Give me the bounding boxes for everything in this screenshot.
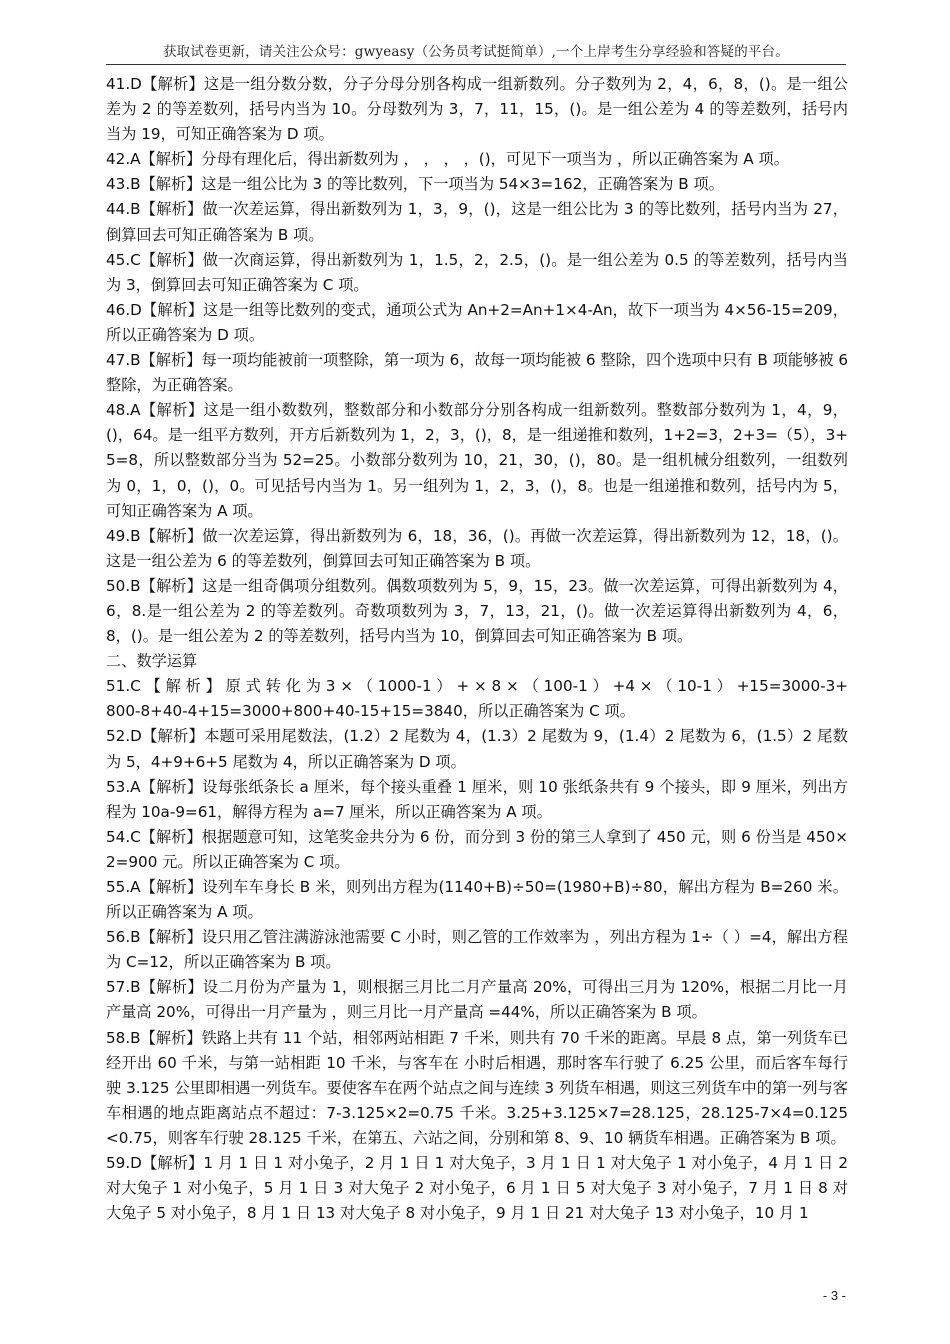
explanation-51: 51.C 【 解 析 】 原 式 转 化 为 3 × （ 1000-1 ） + × 8 × （ 100-1 ） +4 × （ 10-1 ） +15=3000-3+800-8+40-4+15=3000+800+40-15+15=3840，所以正确答案为 C 项。 (106, 677, 848, 721)
explanation-54: 54.C【解析】根据题意可知，这笔奖金共分为 6 份，而分到 3 份的第三人拿到了 450 元，则 6 份当是 450×2=900 元。所以正确答案为 C 项。 (106, 827, 848, 871)
explanation-57: 57.B【解析】设二月份为产量为 1，则根据三月比二月产量高 20%，可得出三月为 120%，根据二月比一月产量高 20%，可得出一月产量为 ，则三月比一月产量高 =44%，所以正确答案为 B 项。 (106, 978, 848, 1022)
header-divider (106, 64, 846, 65)
explanation-46: 46.D【解析】这是一组等比数列的变式，通项公式为 An+2=An+1×4-An，故下一项当为 4×56-15=209，所以正确答案为 D 项。 (106, 300, 848, 344)
page-header: 获取试卷更新，请关注公众号：gwyeasy（公务员考试挺简单）,一个上岸考生分享经验和答疑的平台。 (162, 44, 789, 60)
explanation-48: 48.A【解析】这是一组小数数列，整数部分和小数部分分别各构成一组新数列。整数部分数列为 1，4，9，()，64。是一组平方数列，开方后新数列为 1，2，3，()，8，是一组递推和数列，1+2=3，2+3=（5），3+5=8，所以整数部分当为 52=25。小数部分数列为 10，21，30，()，80。是一组机械分组数列，一组数列为 0，1，0，()，0。可见括号内当为 1。另一组列为 1，2，3，()，8。也是一组递推和数列，括号内为 5，可知正确答案为 A 项。 (106, 401, 848, 520)
explanation-47: 47.B【解析】每一项均能被前一项整除，第一项为 6，故每一项均能被 6 整除，四个选项中只有 B 项能够被 6 整除，为正确答案。 (106, 351, 848, 395)
explanation-58: 58.B【解析】铁路上共有 11 个站，相邻两站相距 7 千米，则共有 70 千米的距离。早晨 8 点，第一列货车已经开出 60 千米，与第一站相距 10 千米，与客车在 小时后相遇，那时客车行驶了 6.25 公里，而后客车每行驶 3.125 公里即相遇一列货车。要使客车在两个站点之间与连续 3 列货车相遇，则这三列货车中的第一列与客车相遇的地点距离站点不超过：7-3.125×2=0.75 千米。3.25+3.125×7=28.125，28.125-7×4=0.125<0.75，则客车行驶 28.125 千米，在第五、六站之间，分别和第 8、9、10 辆货车相遇。正确答案为 B 项。 (106, 1028, 848, 1147)
explanation-41: 41.D【解析】这是一组分数分数，分子分母分别各构成一组新数列。分子数列为 2，4，6，8，()。是一组公差为 2 的等差数列，括号内当为 10。分母数列为 3，7，11，15，()。是一组公差为 4 的等差数列，括号内当为 19，可知正确答案为 D 项。 (106, 75, 848, 144)
explanation-52: 52.D【解析】本题可采用尾数法，(1.2）2 尾数为 4，(1.3）2 尾数为 9，(1.4）2 尾数为 6，(1.5）2 尾数为 5，4+9+6+5 尾数为 4，所以正确答案为 D 项。 (106, 727, 848, 771)
explanation-55: 55.A【解析】设列车车身长 B 米，则列出方程为(1140+B)÷50=(1980+B)÷80，解出方程为 B=260 米。所以正确答案为 A 项。 (106, 878, 848, 922)
explanation-56: 56.B【解析】设只用乙管注满游泳池需要 C 小时，则乙管的工作效率为 ，列出方程为 1÷（ ）=4，解出方程为 C=12，所以正确答案为 B 项。 (106, 928, 848, 972)
explanation-44: 44.B【解析】做一次差运算，得出新数列为 1，3，9，()，这是一组公比为 3 的等比数列，括号内当为 27，倒算回去可知正确答案为 B 项。 (106, 200, 848, 244)
explanation-45: 45.C【解析】做一次商运算，得出新数列为 1，1.5，2，2.5，()。是一组公差为 0.5 的等差数列，括号内当为 3，倒算回去可知正确答案为 C 项。 (106, 250, 848, 294)
explanation-42: 42.A【解析】分母有理化后，得出新数列为 ， ， ， ，()，可见下一项当为 ，所以正确答案为 A 项。 (106, 150, 789, 169)
explanation-59: 59.D【解析】1 月 1 日 1 对小兔子，2 月 1 日 1 对大兔子，3 月 1 日 1 对大兔子 1 对小兔子，4 月 1 日 2 对大兔子 1 对小兔子，5 月 1 日 3 对大兔子 2 对小兔子，6 月 1 日 5 对大兔子 3 对小兔子，7 月 1 日 8 对大兔子 5 对小兔子，8 月 1 日 13 对大兔子 8 对小兔子，9 月 1 日 21 对大兔子 13 对小兔子，10 月 1 (106, 1154, 848, 1223)
explanation-49: 49.B【解析】做一次差运算，得出新数列为 6，18，36，()。再做一次差运算，得出新数列为 12，18，()。这是一组公差为 6 的等差数列，倒算回去可知正确答案为 B 项。 (106, 526, 848, 570)
explanation-53: 53.A【解析】设每张纸条长 a 厘米，每个接头重叠 1 厘米，则 10 张纸条共有 9 个接头，即 9 厘米，列出方程为 10a-9=61，解得方程为 a=7 厘米，所以正确答案为 A 项。 (106, 777, 848, 821)
page-number: - 3 - (822, 1288, 846, 1303)
section-title: 二、数学运算 (106, 652, 198, 671)
explanation-43: 43.B【解析】这是一组公比为 3 的等比数列，下一项当为 54×3=162，正确答案为 B 项。 (106, 175, 724, 194)
answer-explanations (106, 72, 848, 1226)
explanation-50: 50.B【解析】这是一组奇偶项分组数列。偶数项数列为 5，9，15，23。做一次差运算，可得出新数列为 4，6，8.是一组公差为 2 的等差数列。奇数项数列为 3，7，13，21，()。做一次差运算得出新数列为 4，6，8，()。是一组公差为 2 的等差数列，括号内当为 10，倒算回去可知正确答案为 B 项。 (106, 576, 848, 646)
